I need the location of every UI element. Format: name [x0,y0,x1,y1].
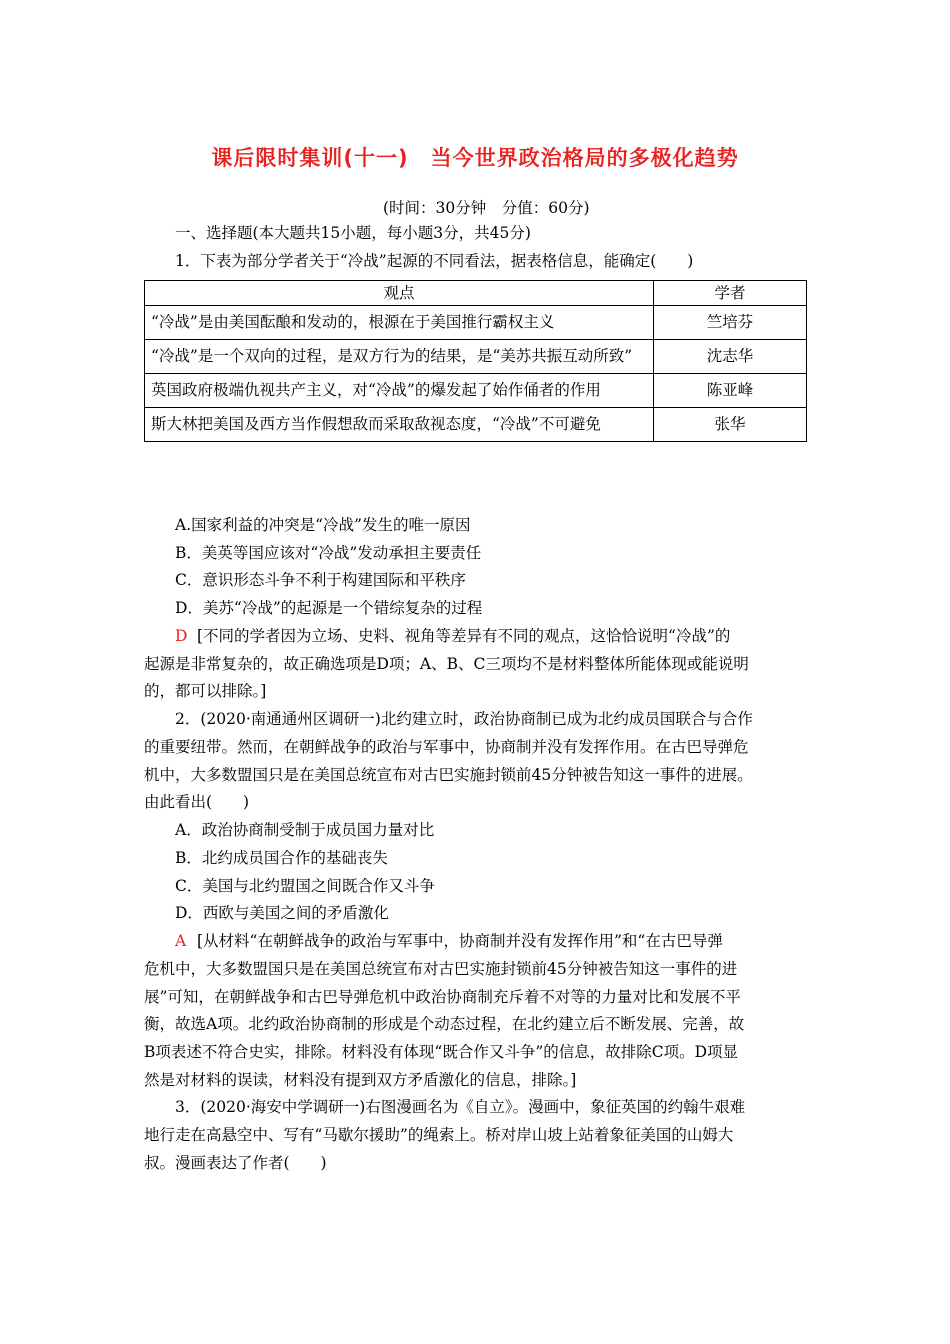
cell-scholar: 陈亚峰 [654,374,807,408]
table-row [145,408,807,442]
q2-explanation-line: B项表述不符合史实，排除。材料没有体现“既合作又斗争”的信息，故排除C项。D项显 [144,1043,739,1061]
q2-option-a: A．政治协商制受制于成员国力量对比 [175,821,435,839]
cell-view: “冷战”是由美国酝酿和发动的，根源在于美国推行霸权主义 [145,306,654,340]
q2-stem-line: 2．(2020·南通通州区调研一)北约建立时，政治协商制已成为北约成员国联合与合作 [175,710,753,728]
views-table [144,280,807,442]
q2-stem-line: 机中，大多数盟国只是在美国总统宣布对古巴实施封锁前45分钟被告知这一事件的进展。 [144,766,753,784]
table-row [145,306,807,340]
q1-explanation-line: 起源是非常复杂的，故正确选项是D项；A、B、C三项均不是材料整体所能体现或能说明 [144,655,749,673]
q3-stem-line: 3．(2020·海安中学调研一)右图漫画名为《自立》。漫画中，象征英国的约翰牛艰难 [175,1098,746,1116]
q1-option-a: A.国家利益的冲突是“冷战”发生的唯一原因 [175,516,471,534]
table-row [145,374,807,408]
q1-option-b: B．美英等国应该对“冷战”发动承担主要责任 [175,544,482,562]
table-header-row [145,281,807,306]
header-view: 观点 [145,281,654,306]
q1-option-c: C．意识形态斗争不利于构建国际和平秩序 [175,571,466,589]
cell-scholar: 竺培芬 [654,306,807,340]
q2-stem-line: 由此看出( ) [144,793,250,811]
table-row [145,340,807,374]
exam-meta: (时间：30分钟 分值：60分) [383,199,590,217]
q2-stem-line: 的重要纽带。然而，在朝鲜战争的政治与军事中，协商制并没有发挥作用。在古巴导弹危 [144,738,749,756]
q2-explanation-line: [从材料“在朝鲜战争的政治与军事中，协商制并没有发挥作用”和“在古巴导弹 [197,932,723,950]
q2-option-b: B．北约成员国合作的基础丧失 [175,849,388,867]
q2-explanation-line: 然是对材料的误读，材料没有提到双方矛盾激化的信息，排除。] [144,1071,577,1089]
q1-explanation-line: [不同的学者因为立场、史料、视角等差异有不同的观点，这恰恰说明“冷战”的 [197,627,731,645]
q1-stem: 1．下表为部分学者关于“冷战”起源的不同看法，据表格信息，能确定( ) [175,252,694,270]
cell-view: 英国政府极端仇视共产主义，对“冷战”的爆发起了始作俑者的作用 [145,374,654,408]
q1-option-d: D．美苏“冷战”的起源是一个错综复杂的过程 [175,599,483,617]
q3-stem-line: 叔。漫画表达了作者( ) [144,1154,327,1172]
q1-explanation-line: 的，都可以排除。] [144,682,267,700]
q2-option-c: C．美国与北约盟国之间既合作又斗争 [175,877,435,895]
cell-scholar: 沈志华 [654,340,807,374]
cell-view: 斯大林把美国及西方当作假想敌而采取敌视态度，“冷战”不可避免 [145,408,654,442]
cell-view: “冷战”是一个双向的过程，是双方行为的结果，是“美苏共振互动所致” [145,340,654,374]
page-title: 课后限时集训(十一) 当今世界政治格局的多极化趋势 [211,146,739,170]
q2-answer: A [175,932,187,950]
section-heading: 一、选择题(本大题共15小题，每小题3分，共45分) [175,224,531,242]
q2-explanation-line: 衡，故选A项。北约政治协商制的形成是个动态过程，在北约建立后不断发展、完善，故 [144,1015,745,1033]
q1-answer: D [175,627,188,645]
q2-option-d: D．西欧与美国之间的矛盾激化 [175,904,389,922]
header-scholar: 学者 [654,281,807,306]
q2-explanation-line: 危机中，大多数盟国只是在美国总统宣布对古巴实施封锁前45分钟被告知这一事件的进 [144,960,738,978]
cell-scholar: 张华 [654,408,807,442]
q2-explanation-line: 展”可知，在朝鲜战争和古巴导弹危机中政治协商制充斥着不对等的力量对比和发展不平 [144,988,741,1006]
q3-stem-line: 地行走在高悬空中、写有“马歇尔援助”的绳索上。桥对岸山坡上站着象征美国的山姆大 [144,1126,734,1144]
